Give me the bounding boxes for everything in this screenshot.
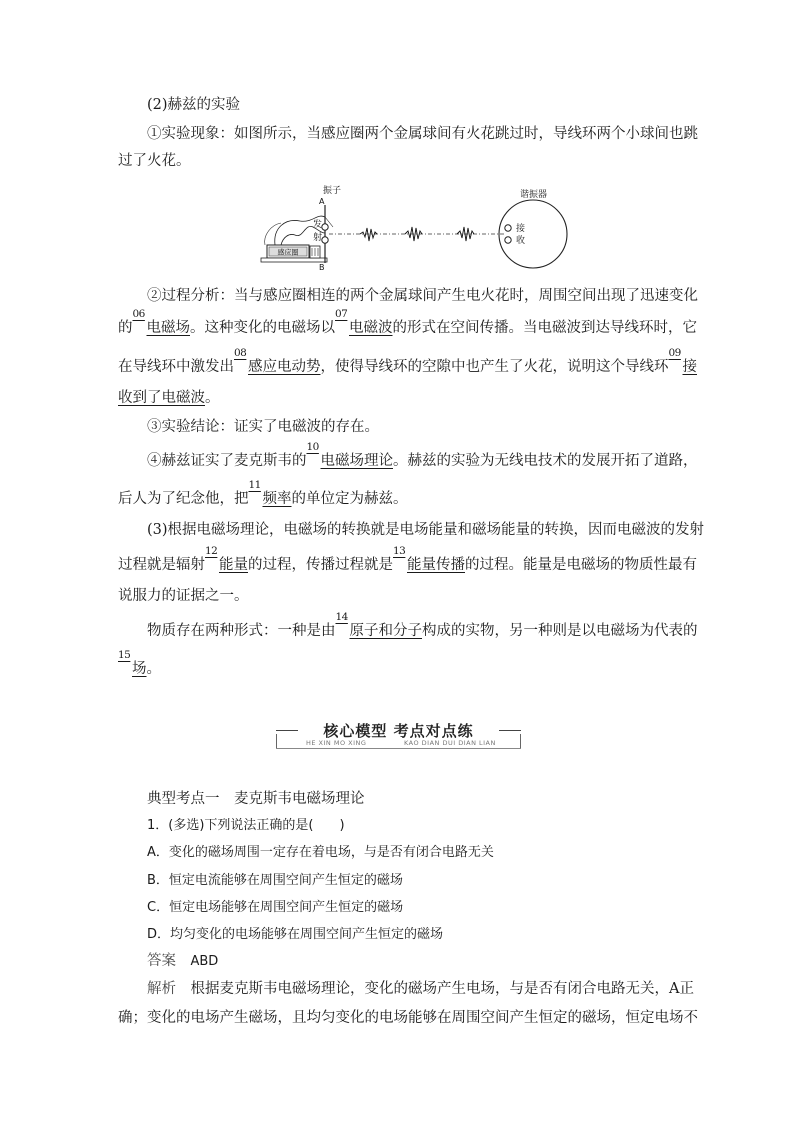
hertz-line: 后人为了纪念他，把 11 频率的单位定为赫兹。 [118,479,408,507]
option-c: C．恒定电场能够在周围空间产生恒定的磁场 [147,900,404,915]
option-a: A．变化的磁场周围一定存在着电场，与是否有闭合电路无关 [147,845,494,860]
analysis-line: 在导线环中激发出 08 感应电动势，使得导线环的空隙中也产生了火花，说明这个导线环 09 接 [118,347,697,375]
explanation-label: 解析 [147,981,176,997]
oscillator-label: 振子 [323,186,342,196]
hertz-experiment-diagram [255,183,575,273]
banner-sub-right: KAO DIAN DUI DIAN LIAN [404,739,496,747]
matter-line: 15 场。 [118,649,161,677]
answer-value: ABD [190,954,219,969]
section3-line: 说服力的证据之一。 [118,588,249,604]
answer-blank-14: 14 原子和分子 [335,611,422,639]
answer-line [147,951,218,972]
hertz-line: ④赫兹证实了麦克斯韦的 10 电磁场理论。赫兹的实验为无线电技术的发展开拓了道路， [147,441,698,469]
section-banner [276,720,521,750]
answer-blank-09: 09 接 [668,347,697,375]
question-stem: 1．(多选)下列说法正确的是( ) [147,818,345,833]
emit-label-2: 射 [313,233,323,243]
section3-line: 过程就是辐射 12 能量的过程，传播过程就是 13 能量传播的过程。能量是电磁场的物质性最有 [118,545,697,573]
label-a: A [319,197,325,206]
option-b: B．恒定电流能够在周围空间产生恒定的磁场 [147,873,403,888]
resonator-label: 谐振器 [520,190,548,200]
answer-blank-10: 10 电磁场理论 [306,441,393,469]
banner-underline [276,748,521,749]
receive-label-2: 收 [516,236,526,246]
section-heading: (2)赫兹的实验 [147,97,241,113]
label-b: B [319,263,325,272]
answer-blank-08: 08 感应电动势 [234,347,321,375]
banner-bracket-right [520,734,521,748]
receive-label-1: 接 [516,224,526,234]
conclusion-line: ③实验结论：证实了电磁波的存在。 [147,419,379,435]
explanation-line: 确；变化的电场产生磁场，且均匀变化的电场能够在周围空间产生恒定的磁场，恒定电场不 [118,1010,698,1026]
option-d: D．均匀变化的电场能够在周围空间产生恒定的磁场 [147,927,444,942]
answer-blank-13: 13 能量传播 [393,545,465,573]
banner-title: 核心模型 考点对点练 [323,722,474,740]
answer-blank-09-cont: 收到了电磁波 [118,390,205,406]
observation-line: ①实验现象：如图所示，当感应圈两个金属球间有火花跳过时，导线环两个小球间也跳 [147,126,698,142]
coil-label: 感应圈 [277,248,299,257]
analysis-line: 的 06 电磁场。这种变化的电磁场以 07 电磁波的形式在空间传播。当电磁波到达导线环时，它 [118,308,697,336]
explanation-line: 解析 根据麦克斯韦电磁场理论，变化的磁场产生电场，与是否有闭合电路无关，A正 [147,981,694,997]
answer-blank-11: 11 频率 [248,479,292,507]
topic-heading: 典型考点一 麦克斯韦电磁场理论 [147,791,365,807]
emit-label-1: 发 [313,220,323,230]
observation-line: 过了火花。 [118,153,191,169]
answer-blank-12: 12 能量 [205,545,248,573]
analysis-line: 收到了电磁波。 [118,390,220,406]
section3-line: (3)根据电磁场理论，电磁场的转换就是电场能量和磁场能量的转换，因而电磁波的发射 [147,522,705,538]
answer-blank-07: 07 电磁波 [335,308,393,336]
answer-blank-06: 06 电磁场 [132,308,190,336]
answer-blank-15: 15 场 [118,649,147,677]
banner-sub-left: HE XIN MO XING [306,739,367,747]
banner-bracket-left [276,734,277,748]
answer-label: 答案 [147,953,176,969]
matter-line: 物质存在两种形式：一种是由 14 原子和分子构成的实物，另一种则是以电磁场为代表的 [147,611,698,639]
analysis-line: ②过程分析：当与感应圈相连的两个金属球间产生电火花时，周围空间出现了迅速变化 [147,288,698,304]
